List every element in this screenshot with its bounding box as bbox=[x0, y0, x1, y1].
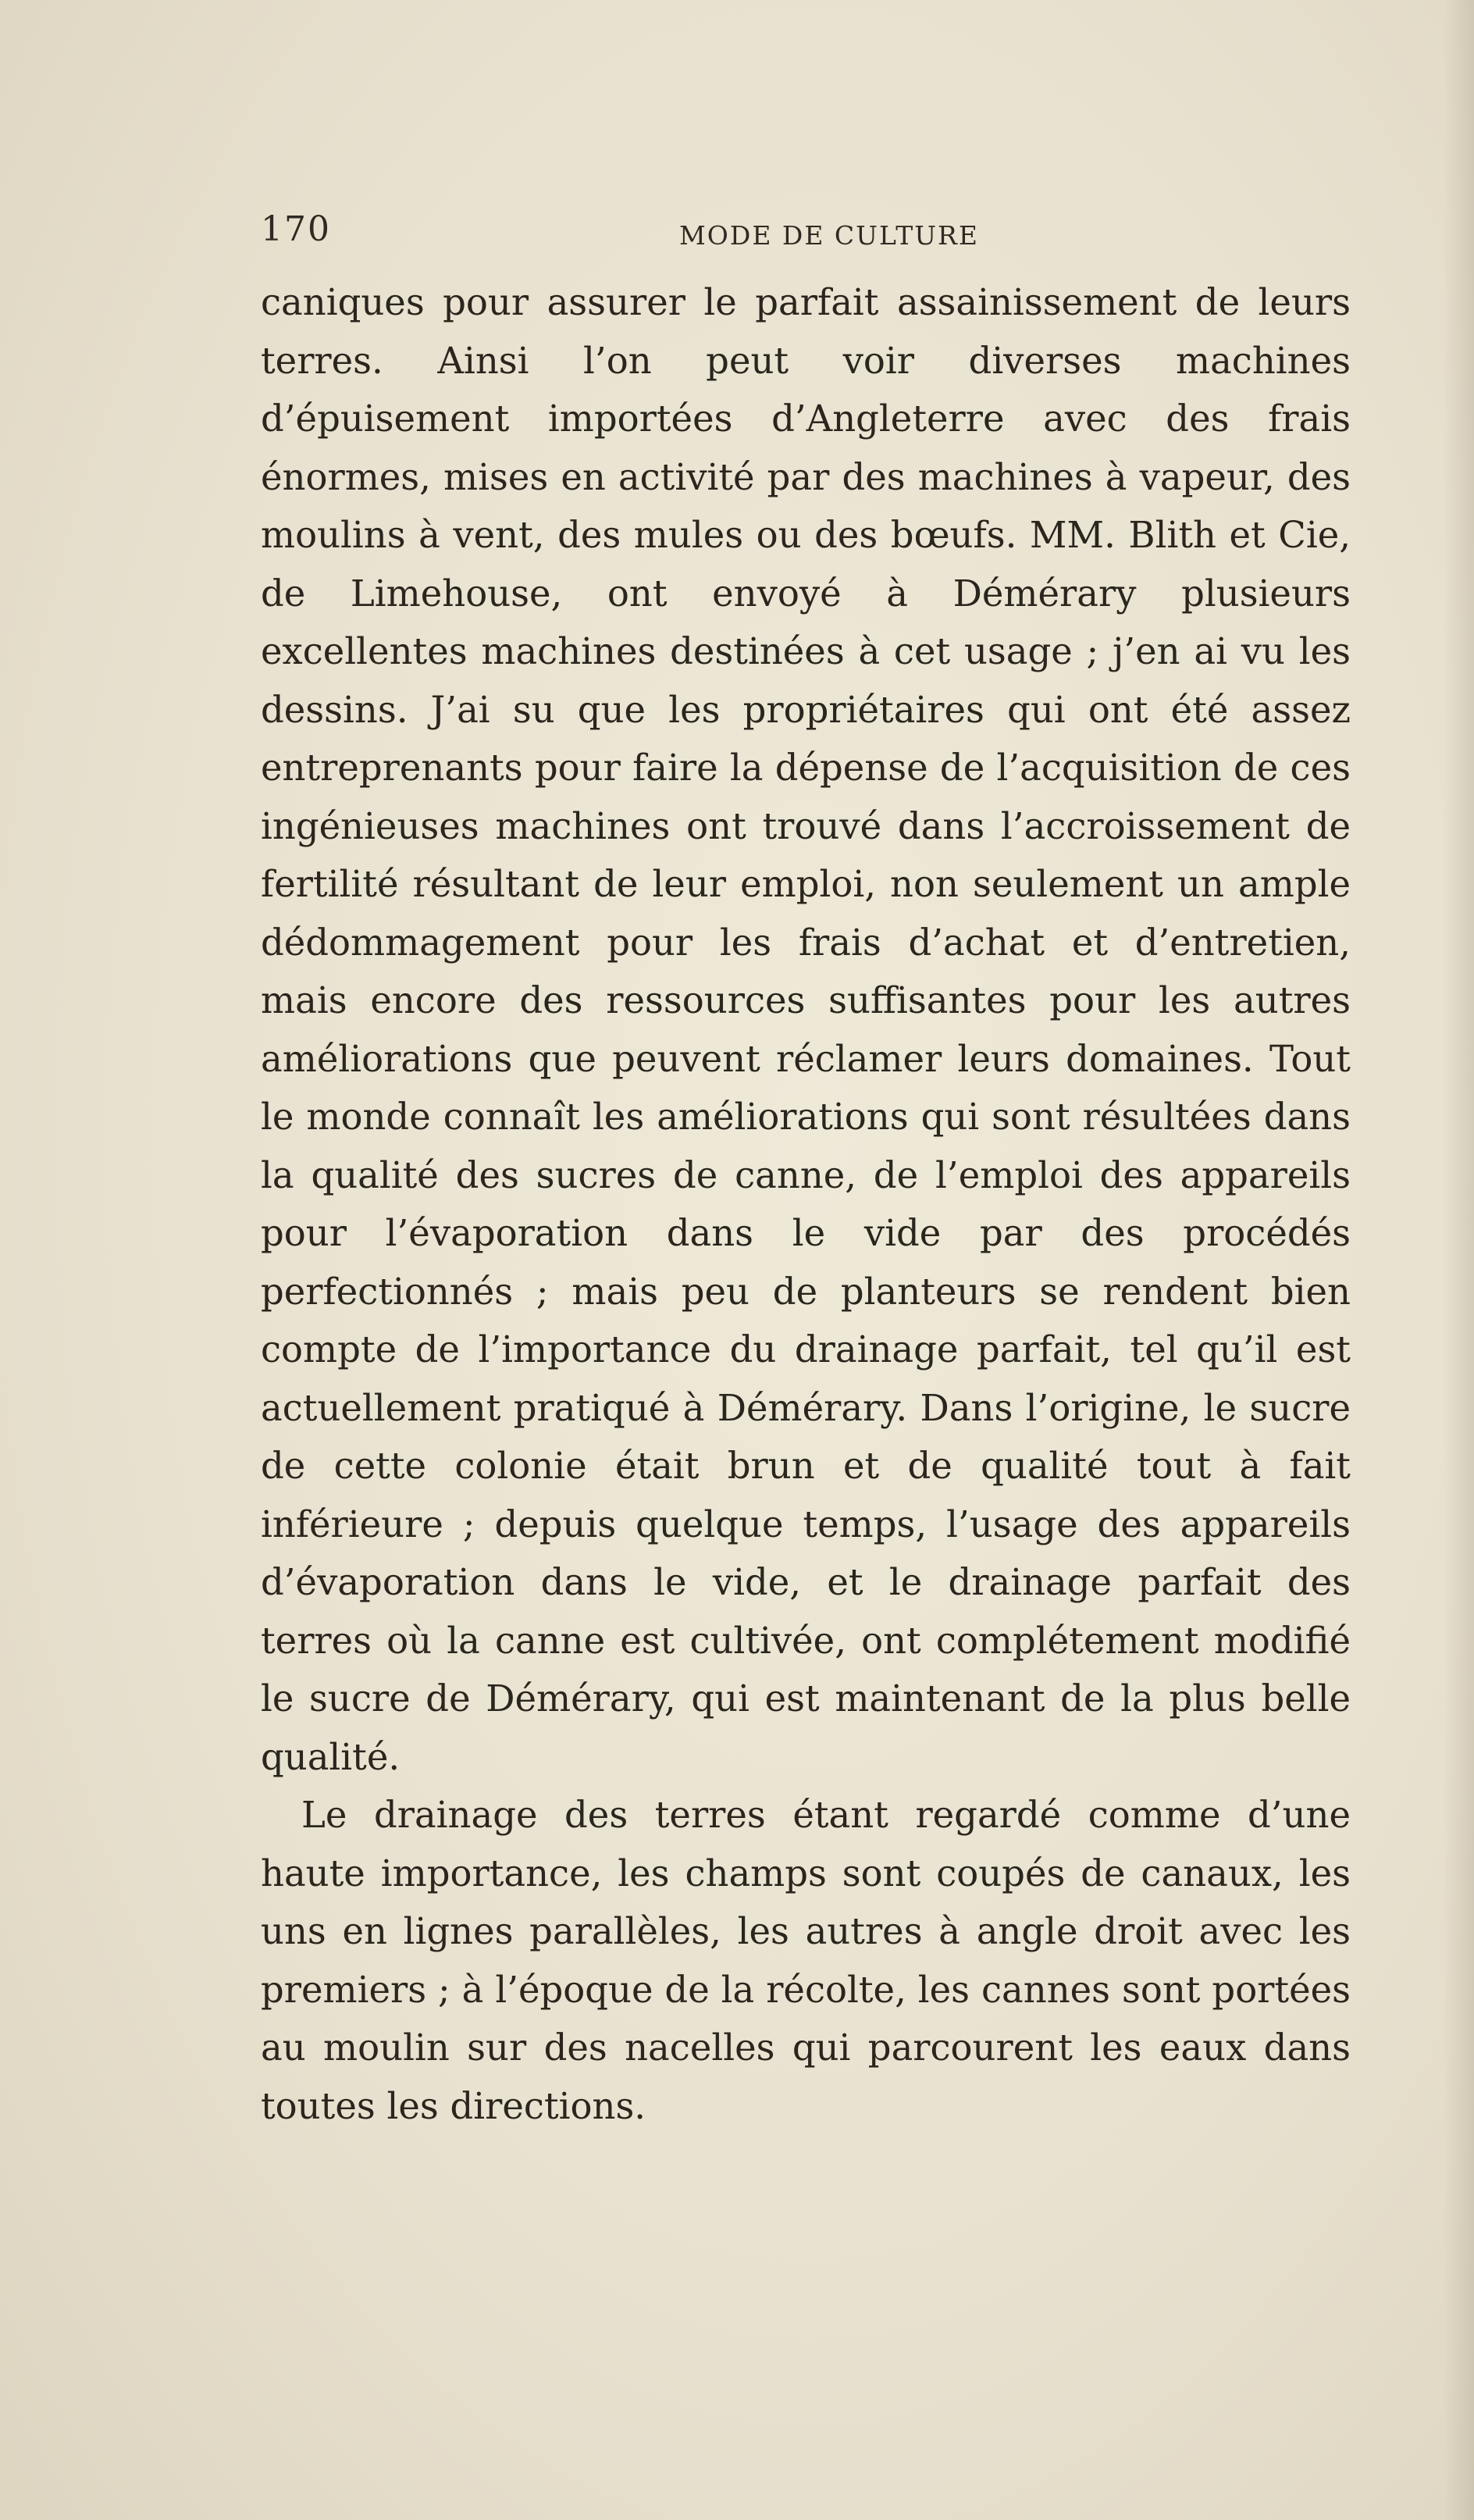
page-header bbox=[261, 209, 1351, 256]
page-edge-shadow bbox=[1443, 0, 1474, 2520]
running-title: MODE DE CULTURE bbox=[679, 220, 979, 251]
paragraph-2: Le drainage des terres étant regardé comme d’une haute importance, les champs sont coupés de canaux, les uns en lignes parallèles, les autres à angle droit avec les premiers ; à l’époque de la récolte, les cannes sont portées au moulin sur des nacelles qui parcourent les eaux dans toutes les directions. bbox=[261, 1794, 1351, 2127]
page-number: 170 bbox=[261, 209, 331, 249]
body-text bbox=[261, 273, 1351, 2135]
paragraph-1: caniques pour assurer le parfait assainissement de leurs terres. Ainsi l’on peut voir diverses machines d’épuisement importées d’Angleterre avec des frais énormes, mises en activité par des machines à vapeur, des moulins à vent, des mules ou des bœufs. MM. Blith et Cie, de Limehouse, ont envoyé à Démérary plusieurs excellentes machines destinées à cet usage ; j’en ai vu les dessins. J’ai su que les propriétaires qui ont été assez entreprenants pour faire la dépense de l’acquisition de ces ingénieuses machines ont trouvé dans l’accroissement de fertilité résultant de leur emploi, non seulement un ample dédommagement pour les frais d’achat et d’entretien, mais encore des ressources suffisantes pour les autres améliorations que peuvent réclamer leurs domaines. Tout le monde connaît les améliorations qui sont résultées dans la qualité des sucres de canne, de l’emploi des appareils pour l’évaporation dans le vide par des procédés perfectionnés ; mais peu de planteurs se rendent bien compte de l’importance du drainage parfait, tel qu’il est actuellement pratiqué à Démérary. Dans l’origine, le sucre de cette colonie était brun et de qualité tout à fait inférieure ; depuis quelque temps, l’usage des appareils d’évaporation dans le vide, et le drainage parfait des terres où la canne est cultivée, ont complétement modifié le sucre de Démérary, qui est maintenant de la plus belle qualité. bbox=[261, 281, 1351, 1778]
